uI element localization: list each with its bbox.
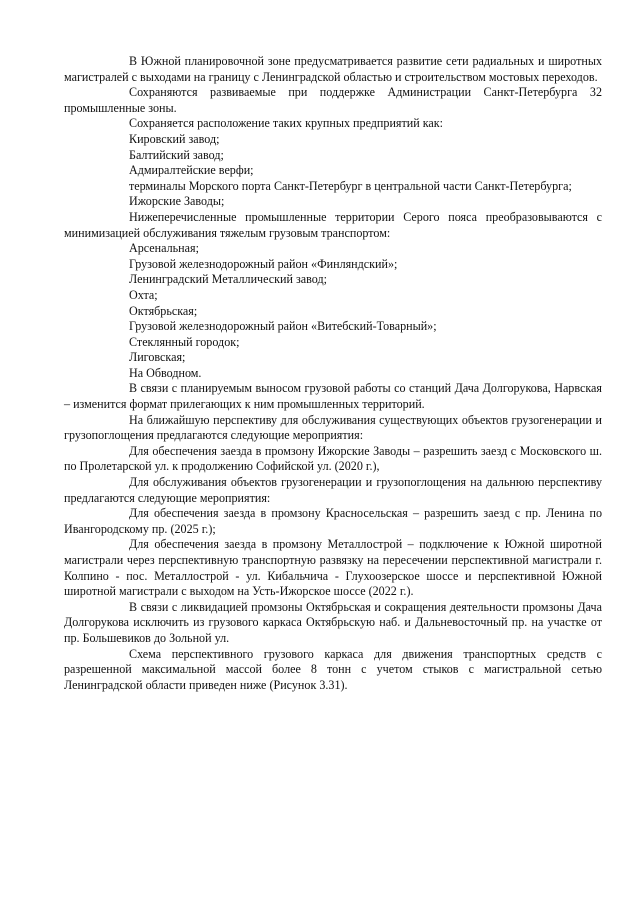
paragraph-metallostroy: Для обеспечения заезда в промзону Металлострой – подключение к Южной широтной магистрали через перспективную транспортную развязку на пересечении перспективной магистрали г. Колпино - пос. Металлострой - ул. Кибальчича - Глухоозерское шоссе и перспективной Южной широтной магистрали с выходом на Усть-Ижорское шоссе (2022 г.). <box>64 537 602 599</box>
list-item: Грузовой железнодорожный район «Финляндский»; <box>129 256 398 271</box>
paragraph-long-term: Для обслуживания объектов грузогенерации и грузопоглощения на дальнюю перспективу предлагаются следующие мероприятия: <box>64 475 602 505</box>
document-page <box>64 54 602 693</box>
paragraph-industrial-zones: Сохраняются развиваемые при поддержке Администрации Санкт-Петербурга 32 промышленные зоны. <box>64 85 602 115</box>
list-item: Октябрьская; <box>129 303 198 318</box>
paragraph-near-term: На ближайшую перспективу для обслуживания существующих объектов грузогенерации и грузопоглощения предлагаются следующие мероприятия: <box>64 412 602 443</box>
list-item: Кировский завод; <box>129 131 220 146</box>
paragraph-grey-belt: Нижеперечисленные промышленные территории Серого пояса преобразовываются с минимизацией обслуживания тяжелым грузовым транспортом: <box>64 209 602 240</box>
list-item: Адмиралтейские верфи; <box>129 163 254 178</box>
paragraph-izhora-access: Для обеспечения заезда в промзону Ижорские Заводы – разрешить заезд с Московского ш. по Пролетарской ул. к продолжению Софийской ул. (2020 г.), <box>64 443 602 474</box>
list-item: Ижорские Заводы; <box>129 194 225 209</box>
list-item: Ленинградский Металлический завод; <box>129 272 327 287</box>
list-item: Арсенальная; <box>129 241 199 256</box>
list-item: Охта; <box>129 287 158 302</box>
list-item: На Обводном. <box>129 365 202 380</box>
list-item: Балтийский завод; <box>129 147 224 162</box>
list-item: Грузовой железнодорожный район «Витебский-Товарный»; <box>129 319 437 334</box>
paragraph-freight-scheme: Схема перспективного грузового каркаса для движения транспортных средств с разрешенной максимальной массой более 8 тонн с учетом стыков с магистральной сетью Ленинградской области приведен ниже (Рисунок 3.31). <box>64 646 602 692</box>
paragraph-stations: В связи с планируемым выносом грузовой работы со станций Дача Долгорукова, Нарвская – изменится формат прилегающих к ним промышленных территорий. <box>64 381 602 412</box>
list-item: Стеклянный городок; <box>129 334 240 349</box>
paragraph-enterprises-intro: Сохраняется расположение таких крупных предприятий как: <box>129 116 444 131</box>
paragraph-krasnoselskaya: Для обеспечения заезда в промзону Красносельская – разрешить заезд с пр. Ленина по Ивангородскому пр. (2025 г.); <box>64 506 602 536</box>
list-item: терминалы Морского порта Санкт-Петербург в центральной части Санкт-Петербурга; <box>129 178 572 193</box>
paragraph-oktyabrskaya: В связи с ликвидацией промзоны Октябрьская и сокращения деятельности промзоны Дача Долгорукова исключить из грузового каркаса Октябрьскую наб. и Дальневосточный пр. на участке от пр. Большевиков до Зольной ул. <box>64 599 602 645</box>
paragraph-south-zone: В Южной планировочной зоне предусматривается развитие сети радиальных и широтных магистралей с выходами на границу с Ленинградской областью и строительством мостовых переходов. <box>64 54 602 84</box>
list-item: Лиговская; <box>129 350 186 365</box>
